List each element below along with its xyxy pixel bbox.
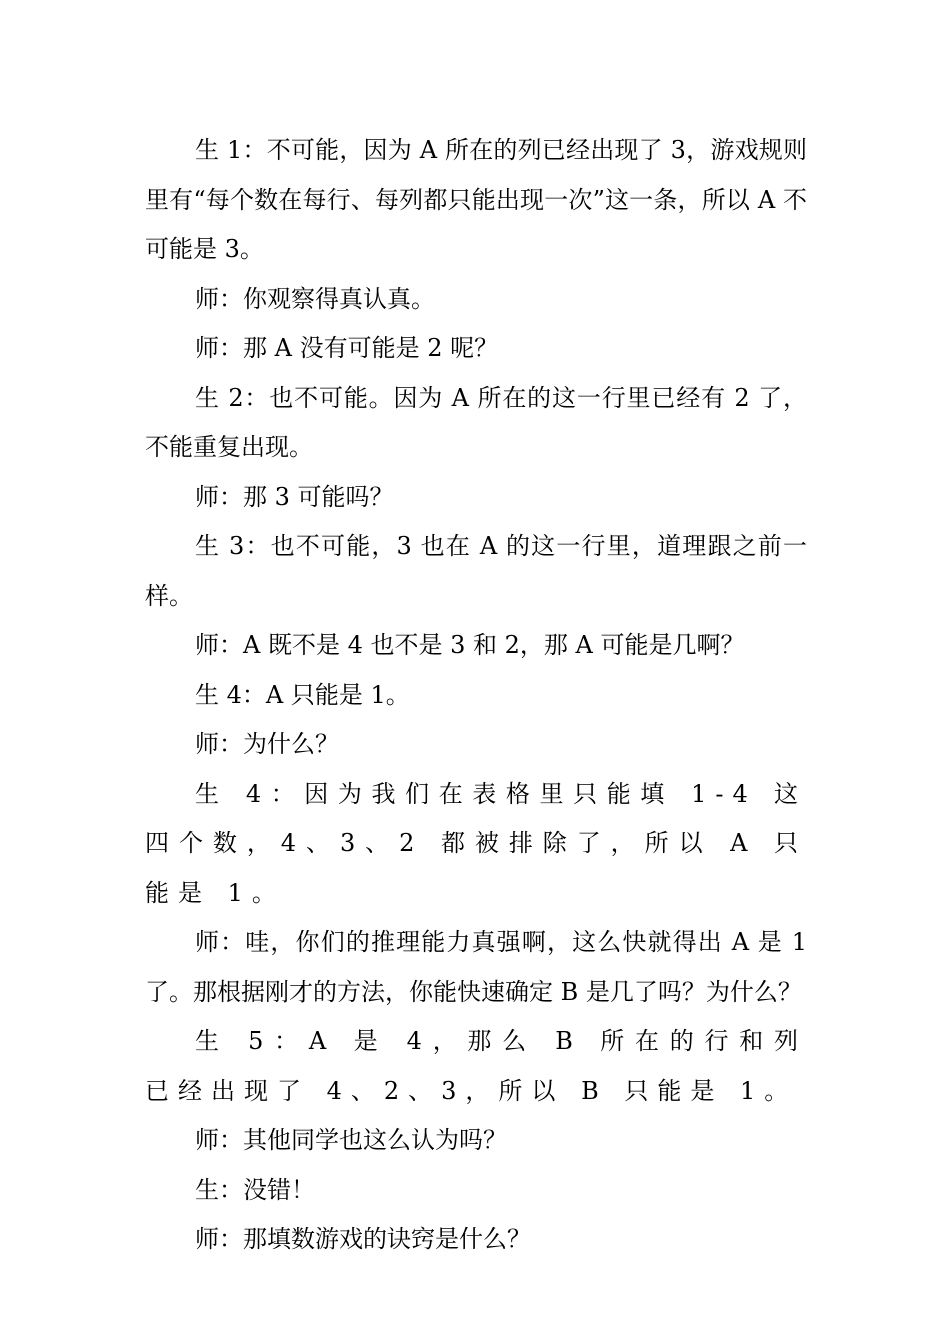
paragraph-teacher-6: 师：哇，你们的推理能力真强啊，这么快就得出 A 是 1 了。那根据刚才的方法，你能快速确定 B 是几了吗？为什么？ (145, 928, 807, 1006)
paragraph-teacher-1: 师：你观察得真认真。 (195, 284, 435, 313)
paragraph-student-all: 生：没错！ (195, 1175, 315, 1204)
document-body (145, 126, 807, 1265)
paragraph-student-5: 生 5：A 是 4，那么 B 所在的行和列已经出现了 4、2、3，所以 B 只能是 1。 (145, 1027, 807, 1105)
paragraph-student-2: 生 2：也不可能。因为 A 所在的这一行里已经有 2 了，不能重复出现。 (145, 383, 807, 461)
paragraph-teacher-2: 师：那 A 没有可能是 2 呢？ (195, 334, 499, 362)
paragraph-teacher-7: 师：其他同学也这么认为吗？ (195, 1126, 507, 1154)
paragraph-student-1: 生 1：不可能，因为 A 所在的列已经出现了 3，游戏规则里有“每个数在每行、每列都只能出现一次”这一条，所以 A 不可能是 3。 (145, 136, 807, 263)
paragraph-teacher-8: 师：那填数游戏的诀窍是什么？ (195, 1225, 531, 1253)
paragraph-teacher-4: 师：A 既不是 4 也不是 3 和 2，那 A 可能是几啊？ (195, 631, 745, 659)
paragraph-student-4: 生 4：A 只能是 1。 (195, 680, 410, 709)
paragraph-student-3: 生 3：也不可能，3 也在 A 的这一行里，道理跟之前一样。 (145, 532, 807, 610)
paragraph-teacher-5: 师：为什么？ (195, 730, 339, 758)
paragraph-teacher-3: 师：那 3 可能吗？ (195, 482, 394, 511)
paragraph-student-4b: 生 4：因为我们在表格里只能填 1-4 这四个数，4、3、2 都被排除了，所以 A 只能是 1。 (145, 779, 807, 907)
